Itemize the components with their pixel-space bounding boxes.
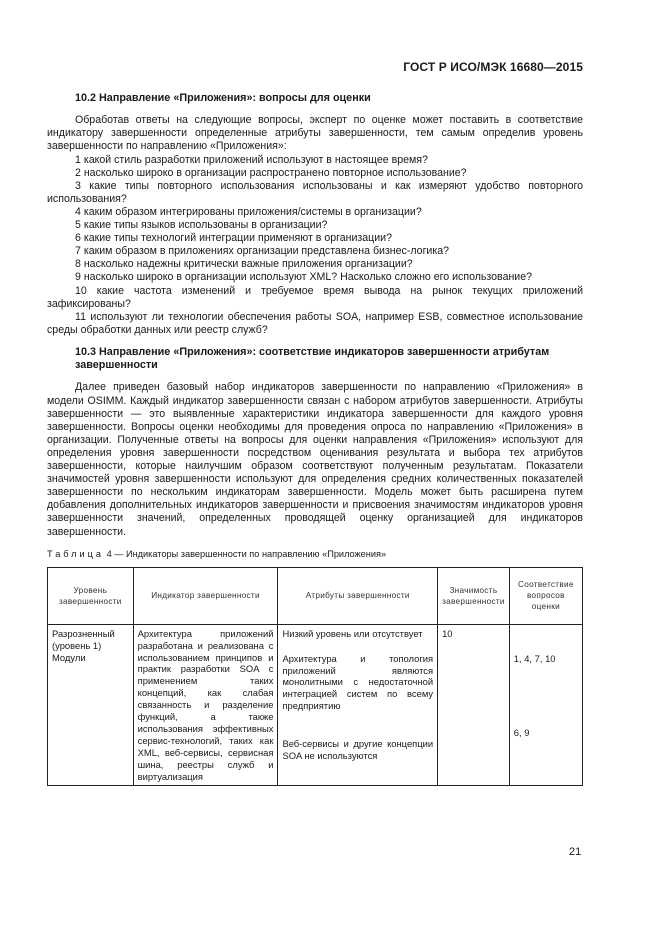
question-item: 10 какие частота изменений и требуемое время вывода на рынок текущих приложений зафиксированы?: [47, 284, 583, 310]
page-number: 21: [569, 846, 582, 858]
attribute-item: Низкий уровень или отсутствует: [282, 627, 423, 639]
cell-questions: [509, 624, 582, 786]
question-ref: [514, 628, 578, 653]
header-attributes: Атрибуты завершенности: [278, 567, 438, 624]
question-item: 1 какой стиль разработки приложений используют в настоящее время?: [75, 153, 428, 166]
question-item: 8 насколько надежны критически важные приложения организации?: [75, 258, 413, 271]
table-row: [48, 624, 583, 786]
page-content: [47, 92, 583, 786]
table-caption: [47, 548, 583, 561]
section-body: Далее приведен базовый набор индикаторов завершенности по направлению «Приложения» в модели OSIMM. Каждый индикатор завершенности связан с набором атрибутов завершенности. Атрибуты завершенности — это выявленные характеристики индикатора завершенности для каждого уровня завершенности. Вопросы оценки необходимы для проведения опроса по направлению «Приложения» в организации. Полученные ответы на вопросы для оценки направления «Приложения» используют для определения уровня завершенности посредством оценивания результата и выбора тех атрибутов завершенности, которые наилучшим образом соответствуют полученным результатам. Показатели значимостей уровня завершенности используют для определения средних количественных показателей завершенности по нескольким индикаторам завершенности. Модель может быть расширена путем добавления дополнительных индикаторов завершенности и присвоения значимостям индикаторов уровня завершенности значений, определенных проводящей оценку организацией для индикаторов завершенности.: [47, 381, 583, 538]
table-header-row: [48, 567, 583, 624]
question-item: 6 какие типы технологий интеграции применяют в организации?: [75, 232, 392, 245]
table-caption-text: 4 — Индикаторы завершенности по направлению «Приложения»: [104, 548, 387, 559]
cell-attributes: [278, 624, 438, 786]
attribute-item: Веб-сервисы и другие концепции SOA не используются: [282, 738, 434, 762]
header-level: Уровень завершенности: [48, 567, 134, 624]
question-item: 3 какие типы повторного использования использованы и как измеряют удобство повторного использования?: [47, 179, 583, 205]
question-item: 11 используют ли технологии обеспечения работы SOA, например ESB, совместное использование среды обработки данных или реестр служб?: [47, 310, 583, 336]
attribute-item: Архитектура и топология приложений являются монолитными с недостаточной интеграцией систем по всему предприятию: [282, 652, 434, 712]
cell-level: Разрозненный (уровень 1) Модули: [48, 624, 134, 786]
cell-weight: 10: [438, 624, 510, 786]
indicators-table: [47, 567, 583, 787]
cell-indicator: Архитектура приложений разработана и реализована с использованием принципов и практик разработки SOA с применением таких концепций, как слабая связанность и разделение функций, а также использования эффективных сервис-технологий, таких как XML, веб-сервисы, сервисная шина, реестры служб и виртуализация: [133, 624, 278, 786]
header-weight: Значимость завершенности: [438, 567, 510, 624]
question-item: 5 какие типы языков использованы в организации?: [75, 219, 328, 232]
table-caption-label: Таблица: [47, 548, 105, 559]
question-ref: 6, 9: [513, 726, 530, 738]
header-questions: Соответствие вопросов оценки: [509, 567, 582, 624]
question-ref: 1, 4, 7, 10: [513, 652, 556, 664]
question-item: 9 насколько широко в организации используют XML? Насколько сложно его использование?: [75, 271, 533, 284]
section-intro: Обработав ответы на следующие вопросы, эксперт по оценке может поставить в соответствие индикатору завершенности определенные атрибуты завершенности, тем самым определив уровень завершенности по направлению «Приложения»:: [47, 114, 583, 153]
question-list: [47, 154, 583, 337]
question-item: 7 каким образом в приложениях организации представлена бизнес-логика?: [75, 245, 450, 258]
section-title-10-3: 10.3 Направление «Приложения»: соответствие индикаторов завершенности атрибутам завершенности: [75, 345, 550, 372]
standard-header: ГОСТ Р ИСО/МЭК 16680—2015: [403, 60, 583, 74]
question-item: 2 насколько широко в организации распространено повторное использование?: [75, 166, 467, 179]
header-indicator: Индикатор завершенности: [133, 567, 278, 624]
question-item: 4 каким образом интегрированы приложения/системы в организации?: [75, 205, 422, 218]
section-title-10-2: 10.2 Направление «Приложения»: вопросы для оценки: [75, 92, 371, 104]
